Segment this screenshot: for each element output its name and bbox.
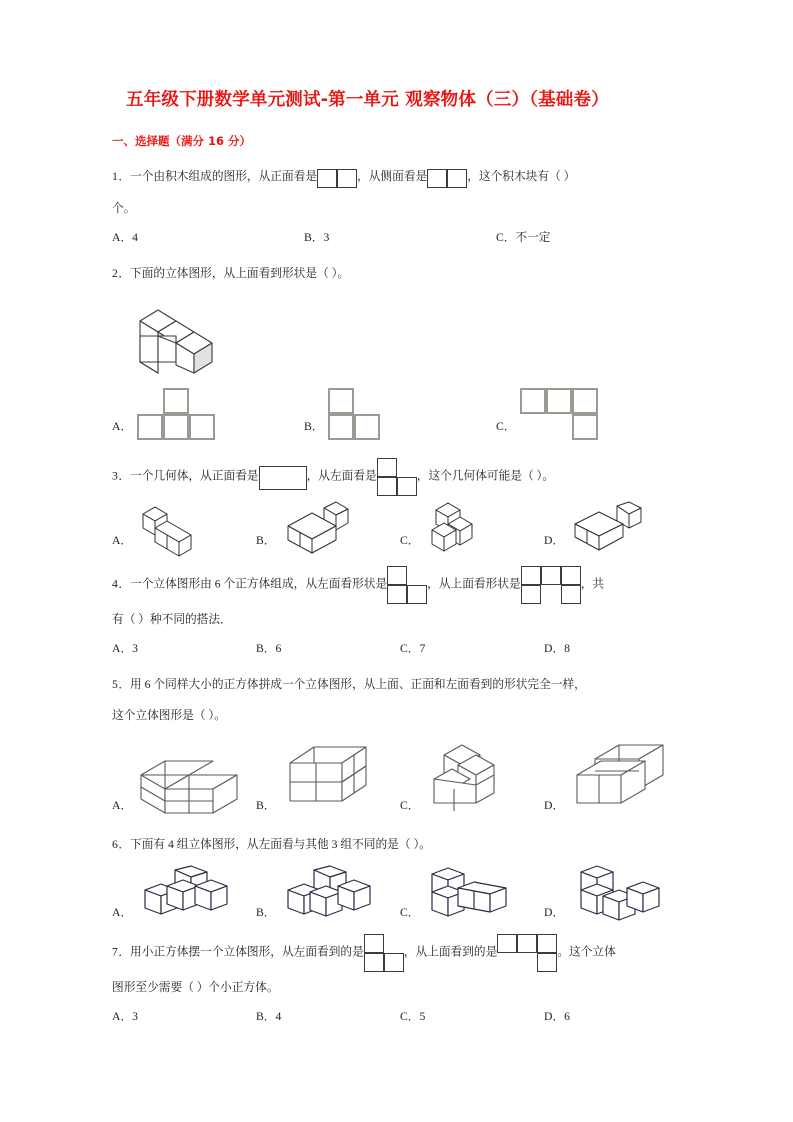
question-4-option-c-value: 7: [419, 641, 426, 655]
question-4-text-mid: ，从上面看形状是: [427, 577, 521, 591]
question-7-option-c[interactable]: [400, 1003, 544, 1031]
question-1-option-b-value: 3: [323, 230, 330, 244]
question-5-option-b[interactable]: [256, 741, 400, 819]
iso-solid-d-icon: [569, 502, 647, 554]
page-title: 五年级下册数学单元测试-第一单元 观察物体（三）（基础卷）: [126, 90, 609, 110]
question-4-option-d[interactable]: [544, 635, 688, 663]
top-view-j-icon: [497, 934, 557, 972]
question-1-line-2: 个。: [112, 201, 136, 215]
question-7-text-mid: ，从上面看到的是: [403, 945, 498, 959]
question-4-line-1: [112, 566, 688, 604]
iso-stack-c-icon: [424, 741, 520, 819]
question-3-option-a-label: A．: [112, 533, 133, 547]
question-5-line-1: [112, 669, 688, 700]
iso-long-d-icon: [569, 741, 673, 819]
question-6-option-d-label: D．: [544, 905, 565, 919]
question-6-option-c[interactable]: [400, 866, 544, 926]
front-view-wide-icon: [259, 461, 307, 492]
iso-tee-c-icon: [424, 866, 528, 926]
question-6-option-b-label: B．: [256, 905, 276, 919]
question-5-options: [112, 741, 688, 819]
question-2-stem-figure: [132, 299, 688, 374]
page-content: [112, 86, 688, 1037]
question-7-number: 7: [112, 945, 119, 959]
question-2-text: ．下面的立体图形，从上面看到形状是（ ）。: [118, 266, 350, 280]
question-1-option-b-label: B．: [303, 230, 324, 244]
question-1: [112, 161, 688, 252]
question-4-option-d-value: 8: [564, 641, 570, 655]
question-2-options: [112, 388, 688, 440]
left-view-l-icon-q3: [377, 458, 417, 496]
question-3-option-b[interactable]: [256, 502, 400, 554]
iso-solid-b-icon: [280, 502, 358, 554]
question-7-option-a[interactable]: [112, 1003, 256, 1031]
question-6-options: [112, 866, 688, 926]
question-2-line-1: [112, 258, 688, 289]
question-2: [112, 258, 688, 440]
question-1-options: [112, 224, 688, 252]
question-5-option-b-label: B．: [256, 798, 276, 812]
question-6-option-a[interactable]: [112, 866, 256, 926]
question-1-text-after: ，这个积木块有（ ）: [467, 170, 576, 183]
question-4-option-b[interactable]: [256, 635, 400, 663]
top-view-3x2-icon: [521, 566, 581, 604]
question-2-option-c-label: C．: [495, 419, 516, 433]
question-7-option-d-value: 6: [564, 1009, 570, 1023]
question-4: [112, 566, 688, 663]
iso-block-b-icon: [280, 741, 380, 819]
question-7-options: [112, 1003, 688, 1031]
question-6-option-d[interactable]: [544, 866, 688, 926]
question-1-option-c[interactable]: [496, 224, 688, 252]
iso-tee-d-icon: [569, 866, 673, 926]
question-6-text: ．下面有 4 组立体图形，从左面看与其他 3 组不同的是（ ）。: [118, 837, 431, 851]
question-4-option-c-label: C．: [400, 641, 420, 655]
j-shape-grid-icon: [520, 388, 598, 440]
question-4-option-b-label: B．: [256, 641, 276, 655]
question-5-text-1: ．用 6 个同样大小的正方体拼成一个立体图形，从上面、正面和左面看到的形状完全一样，: [118, 677, 586, 691]
question-7-option-a-value: 3: [132, 1009, 138, 1023]
question-6-option-b[interactable]: [256, 866, 400, 926]
iso-stair-a-icon: [137, 747, 245, 819]
left-view-l-icon-q4: [387, 566, 427, 604]
question-5-option-c[interactable]: [400, 741, 544, 819]
question-7-option-d[interactable]: [544, 1003, 688, 1031]
question-7-line-2: 图形至少需要（ ）个小正方体。: [112, 980, 279, 994]
question-1-option-c-value: 不一定: [515, 230, 551, 244]
question-7-option-d-label: D．: [544, 1009, 565, 1023]
question-3-number: 3: [112, 469, 119, 483]
section-heading: 一、选择题（满分 16 分）: [112, 134, 252, 148]
question-4-option-c[interactable]: [400, 635, 544, 663]
question-1-option-a[interactable]: [112, 224, 304, 252]
question-6-option-a-label: A．: [112, 905, 133, 919]
question-4-option-a[interactable]: [112, 635, 256, 663]
question-4-option-b-value: 6: [275, 641, 282, 655]
question-4-options: [112, 635, 688, 663]
question-6: [112, 829, 688, 926]
front-view-2x1-icon: [317, 162, 357, 193]
question-1-option-b[interactable]: [304, 224, 496, 252]
question-5-option-a-label: A．: [112, 798, 133, 812]
question-3-text-before: ．一个几何体，从正面看是: [118, 469, 259, 483]
question-5: [112, 669, 688, 819]
question-4-option-a-label: A．: [112, 641, 133, 655]
question-1-line-1: [112, 161, 688, 193]
question-2-option-c[interactable]: [496, 388, 688, 440]
question-6-number: 6: [112, 837, 119, 851]
left-view-l-icon-q7: [364, 934, 404, 972]
t-shape-grid-icon: [137, 388, 215, 440]
question-7-option-b[interactable]: [256, 1003, 400, 1031]
question-1-option-a-value: 4: [132, 230, 138, 244]
question-7-option-c-label: C．: [400, 1009, 420, 1023]
l-shape-grid-icon: [328, 388, 380, 440]
question-3-option-d-label: D．: [544, 533, 565, 547]
question-3-option-a[interactable]: [112, 502, 256, 554]
question-7-line-1: [112, 934, 688, 972]
question-3: [112, 458, 688, 554]
question-4-text-before: ．一个立体图形由 6 个正方体组成，从左面看形状是: [118, 577, 388, 591]
question-3-text-after: ，这个几何体可能是（ ）。: [416, 469, 555, 483]
question-4-number: 4: [112, 577, 119, 591]
question-7-option-a-label: A．: [112, 1009, 133, 1023]
question-4-line-2: 有（ ）种不同的搭法．: [112, 612, 232, 626]
question-2-option-a-label: A．: [112, 419, 133, 433]
question-3-option-c-label: C．: [400, 533, 420, 547]
question-4-option-a-value: 3: [132, 641, 138, 655]
question-5-option-d[interactable]: [544, 741, 688, 819]
question-3-text-mid: ，从左面看是: [306, 469, 377, 483]
question-3-line-1: [112, 458, 688, 496]
question-4-text-after: ，共: [580, 577, 605, 591]
question-5-option-a[interactable]: [112, 747, 256, 819]
question-7-text-before: ．用小正方体摆一个立体图形，从左面看到的是: [118, 945, 364, 959]
iso-solid-c-icon: [424, 500, 492, 554]
question-6-option-c-label: C．: [400, 905, 420, 919]
question-2-number: 2: [112, 266, 119, 280]
question-7: [112, 934, 688, 1031]
question-5-number: 5: [112, 677, 119, 691]
iso-solid-a-icon: [137, 502, 209, 554]
question-1-text-before: ．一个由积木组成的图形，从正面看是: [118, 170, 318, 183]
question-7-option-c-value: 5: [419, 1009, 426, 1023]
iso-tee-a-icon: [137, 866, 241, 926]
question-2-option-b[interactable]: [304, 388, 496, 440]
question-2-option-b-label: B．: [303, 419, 324, 433]
question-7-option-b-label: B．: [256, 1009, 276, 1023]
iso-tee-b-icon: [280, 866, 384, 926]
question-3-option-c[interactable]: [400, 500, 544, 554]
question-1-option-c-label: C．: [495, 230, 516, 244]
question-3-option-b-label: B．: [256, 533, 276, 547]
question-3-option-d[interactable]: [544, 502, 688, 554]
question-7-text-after: 。这个立体: [557, 945, 616, 959]
question-3-options: [112, 500, 688, 554]
question-4-option-d-label: D．: [544, 641, 565, 655]
question-2-option-a[interactable]: [112, 388, 304, 440]
question-1-option-a-label: A．: [112, 230, 133, 244]
side-view-2x1-icon: [427, 162, 467, 193]
question-6-line-1: [112, 829, 688, 860]
question-5-option-d-label: D．: [544, 798, 565, 812]
question-1-number: 1: [112, 170, 119, 183]
question-5-line-2: 这个立体图形是（ ）。: [112, 708, 226, 722]
isometric-solid-q2-icon: [132, 299, 237, 374]
question-7-option-b-value: 4: [275, 1009, 282, 1023]
question-1-text-mid: ，从侧面看是: [357, 170, 428, 183]
question-5-option-c-label: C．: [400, 798, 420, 812]
